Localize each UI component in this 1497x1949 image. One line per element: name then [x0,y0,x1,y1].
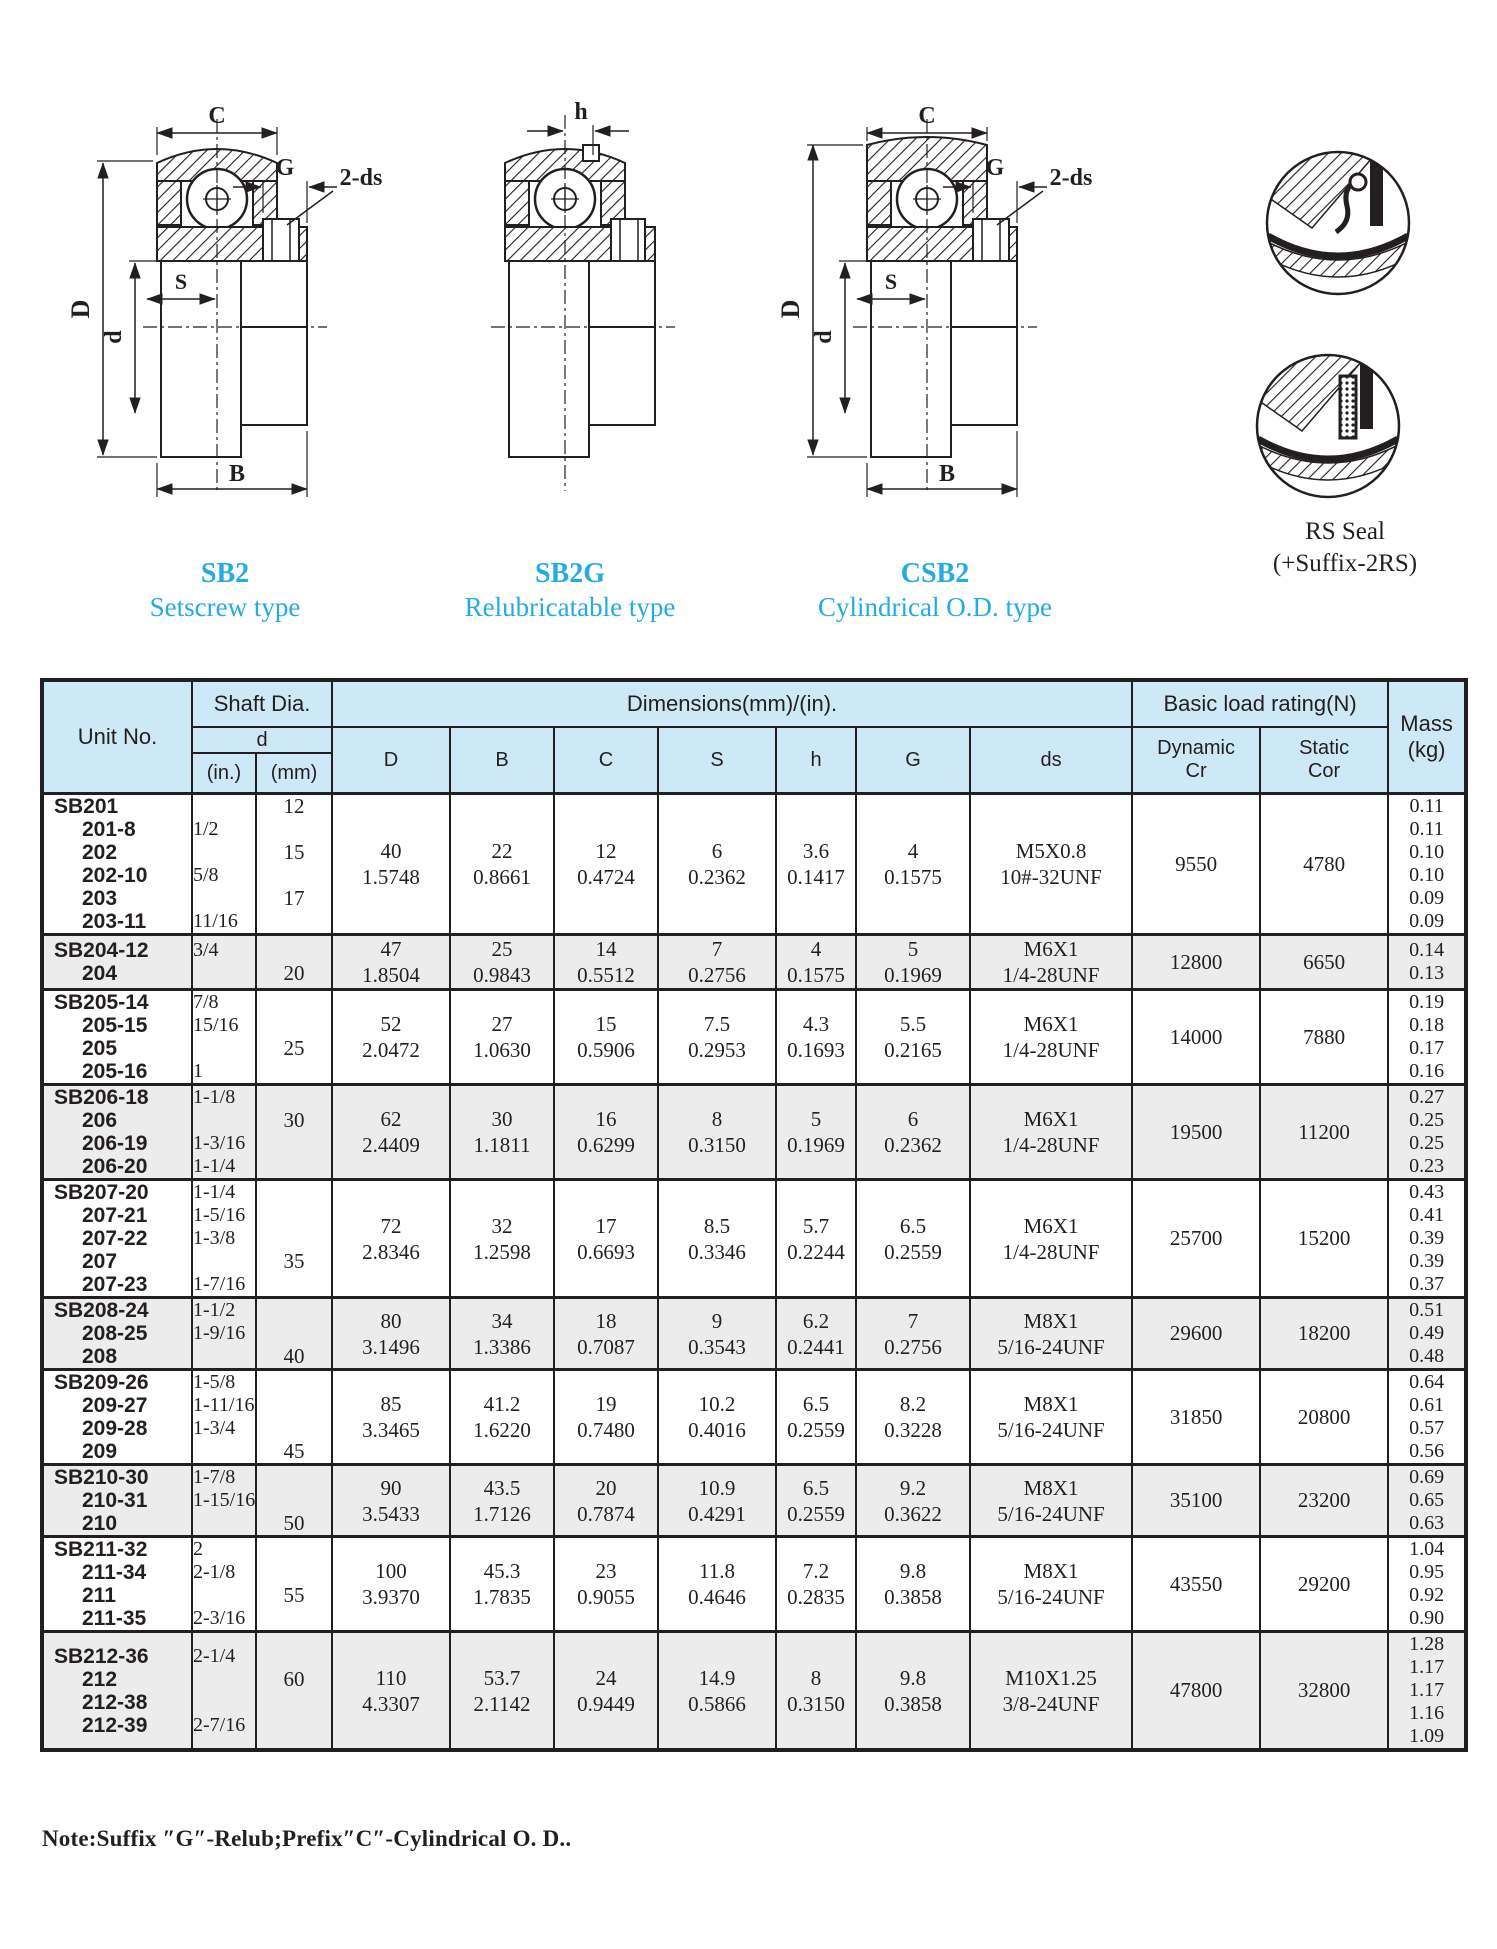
dim-S-cell: 6 0.2362 [658,794,776,935]
mass-cell: 1.28 1.17 1.17 1.16 1.09 [1388,1632,1466,1751]
header-static-cor [1260,727,1388,794]
mass-cell: 0.14 0.13 [1388,935,1466,990]
dim-S-cell: 11.8 0.4646 [658,1537,776,1632]
dim-D-cell: 47 1.8504 [332,935,450,990]
dim-label-d: d [101,330,127,344]
dim-C-cell: 15 0.5906 [554,990,658,1085]
shaft-dia-mm-cell: 35 [256,1180,332,1298]
shaft-dia-inch-cell: 2-1/4 2-7/16 [192,1632,256,1751]
footnote: Note:Suffix ″G″-Relub;Prefix″C″-Cylindrical O. D.. [42,1826,572,1851]
dim-B-cell: 41.2 1.6220 [450,1370,554,1465]
dim-S-cell: 10.2 0.4016 [658,1370,776,1465]
dim-label-G: G [275,155,295,181]
mass-cell: 0.64 0.61 0.57 0.56 [1388,1370,1466,1465]
dim-label-2ds: 2-ds [339,165,383,191]
dynamic-cr-cell: 9550 [1132,794,1260,935]
rs-seal-line2: (+Suffix-2RS) [1272,550,1418,577]
dim-ds-cell: M8X1 5/16-24UNF [970,1298,1132,1370]
dim-C-cell: 19 0.7480 [554,1370,658,1465]
dim-D-cell: 100 3.9370 [332,1537,450,1632]
header-mass [1388,680,1466,794]
shaft-dia-mm-cell: 12 15 17 [256,794,332,935]
shaft-dia-mm-cell: 60 [256,1632,332,1751]
dynamic-cr-cell: 29600 [1132,1298,1260,1370]
header-col-S: S [658,727,776,794]
dim-h-cell: 3.6 0.1417 [776,794,856,935]
dim-C-cell: 12 0.4724 [554,794,658,935]
static-cor-cell: 15200 [1260,1180,1388,1298]
dim-D-cell: 62 2.4409 [332,1085,450,1180]
spec-row-group [42,990,1466,1085]
dim-ds-cell: M6X1 1/4-28UNF [970,935,1132,990]
unit-no-cell: SB209-26 209-27 209-28 209 [42,1370,192,1465]
spec-row-group [42,1298,1466,1370]
dim-h-cell: 6.5 0.2559 [776,1370,856,1465]
dim-label-G: G [985,155,1005,181]
dim-G-cell: 5.5 0.2165 [856,990,970,1085]
dim-S-cell: 8.5 0.3346 [658,1180,776,1298]
header-dynamic-line1: Dynamic [1157,737,1235,759]
header-col-B: B [450,727,554,794]
shaft-dia-mm-cell: 40 [256,1298,332,1370]
dim-G-cell: 9.8 0.3858 [856,1632,970,1751]
spec-row-group [42,935,1466,990]
dim-C-cell: 14 0.5512 [554,935,658,990]
static-cor-cell: 7880 [1260,990,1388,1085]
static-cor-cell: 18200 [1260,1298,1388,1370]
header-mass-line1: Mass [1400,711,1453,736]
rs-seal-label [1205,516,1485,580]
unit-no-cell: SB210-30 210-31 210 [42,1465,192,1537]
dim-h-cell: 6.2 0.2441 [776,1298,856,1370]
dim-label-D: D [66,299,95,319]
unit-no-cell: SB205-14 205-15 205 205-16 [42,990,192,1085]
series-type: Setscrew type [149,592,301,622]
dim-h-cell: 6.5 0.2559 [776,1465,856,1537]
mass-cell: 0.43 0.41 0.39 0.39 0.37 [1388,1180,1466,1298]
dynamic-cr-cell: 14000 [1132,990,1260,1085]
drawing-sb2g [415,85,725,515]
dim-label-2ds: 2-ds [1049,165,1093,191]
mass-cell: 0.19 0.18 0.17 0.16 [1388,990,1466,1085]
shaft-dia-inch-cell: 1/2 5/8 11/16 [192,794,256,935]
dim-G-cell: 4 0.1575 [856,794,970,935]
header-col-ds: ds [970,727,1132,794]
technical-drawings [0,0,1497,660]
header-mass-line2: (kg) [1407,737,1446,762]
dim-G-cell: 6.5 0.2559 [856,1180,970,1298]
dim-S-cell: 8 0.3150 [658,1085,776,1180]
unit-no-cell: SB208-24 208-25 208 [42,1298,192,1370]
dim-label-C: C [208,103,226,129]
dim-ds-cell: M8X1 5/16-24UNF [970,1537,1132,1632]
shaft-dia-mm-cell: 20 [256,935,332,990]
dim-B-cell: 34 1.3386 [450,1298,554,1370]
dim-D-cell: 40 1.5748 [332,794,450,935]
mass-cell: 1.04 0.95 0.92 0.90 [1388,1537,1466,1632]
header-basic-load: Basic load rating(N) [1132,680,1388,727]
shaft-dia-inch-cell: 1-1/2 1-9/16 [192,1298,256,1370]
shaft-dia-inch-cell: 1-1/4 1-5/16 1-3/8 1-7/16 [192,1180,256,1298]
rs-seal-line1: RS Seal [1305,518,1385,545]
dim-h-cell: 4.3 0.1693 [776,990,856,1085]
shaft-dia-inch-cell: 1-7/8 1-15/16 [192,1465,256,1537]
label-csb2 [765,558,1105,624]
dim-S-cell: 14.9 0.5866 [658,1632,776,1751]
header-mm: (mm) [256,753,332,794]
dim-D-cell: 110 4.3307 [332,1632,450,1751]
dim-ds-cell: M5X0.8 10#-32UNF [970,794,1132,935]
unit-no-cell: SB212-36 212 212-38 212-39 [42,1632,192,1751]
static-cor-cell: 11200 [1260,1085,1388,1180]
dim-G-cell: 9.2 0.3622 [856,1465,970,1537]
header-col-G: G [856,727,970,794]
dynamic-cr-cell: 35100 [1132,1465,1260,1537]
header-static-line1: Static [1299,737,1350,759]
dim-C-cell: 24 0.9449 [554,1632,658,1751]
shaft-dia-mm-cell: 55 [256,1537,332,1632]
dim-C-cell: 16 0.6299 [554,1085,658,1180]
header-unit-no: Unit No. [42,680,192,794]
dim-label-S: S [174,269,188,294]
shaft-dia-mm-cell: 30 [256,1085,332,1180]
dynamic-cr-cell: 43550 [1132,1537,1260,1632]
dim-G-cell: 7 0.2756 [856,1298,970,1370]
dim-C-cell: 18 0.7087 [554,1298,658,1370]
spec-row-group [42,1180,1466,1298]
header-dimensions: Dimensions(mm)/(in). [332,680,1132,727]
shaft-dia-inch-cell: 2 2-1/8 2-3/16 [192,1537,256,1632]
static-cor-cell: 20800 [1260,1370,1388,1465]
dim-D-cell: 52 2.0472 [332,990,450,1085]
shaft-dia-mm-cell: 25 [256,990,332,1085]
label-sb2g [415,558,725,624]
dynamic-cr-cell: 47800 [1132,1632,1260,1751]
dim-label-C: C [918,103,936,129]
dim-label-B: B [228,461,246,487]
shaft-dia-inch-cell: 7/8 15/16 1 [192,990,256,1085]
dim-G-cell: 8.2 0.3228 [856,1370,970,1465]
shaft-dia-inch-cell: 1-5/8 1-11/16 1-3/4 [192,1370,256,1465]
static-cor-cell: 4780 [1260,794,1388,935]
bearing-spec-table [40,678,1468,1752]
dim-G-cell: 9.8 0.3858 [856,1537,970,1632]
dim-C-cell: 23 0.9055 [554,1537,658,1632]
dim-label-S: S [884,269,898,294]
dim-h-cell: 8 0.3150 [776,1632,856,1751]
spec-row-group [42,1370,1466,1465]
unit-no-cell: SB206-18 206 206-19 206-20 [42,1085,192,1180]
dim-B-cell: 25 0.9843 [450,935,554,990]
shaft-dia-inch-cell: 3/4 [192,935,256,990]
spec-row-group [42,794,1466,935]
dim-S-cell: 7 0.2756 [658,935,776,990]
unit-no-cell: SB207-20 207-21 207-22 207 207-23 [42,1180,192,1298]
dim-B-cell: 27 1.0630 [450,990,554,1085]
spec-row-group [42,1537,1466,1632]
dim-ds-cell: M6X1 1/4-28UNF [970,990,1132,1085]
drawing-sb2 [55,85,395,515]
dynamic-cr-cell: 31850 [1132,1370,1260,1465]
dim-D-cell: 72 2.8346 [332,1180,450,1298]
dim-B-cell: 43.5 1.7126 [450,1465,554,1537]
shaft-dia-inch-cell: 1-1/8 1-3/16 1-1/4 [192,1085,256,1180]
dim-D-cell: 85 3.3465 [332,1370,450,1465]
dim-ds-cell: M8X1 5/16-24UNF [970,1370,1132,1465]
static-cor-cell: 32800 [1260,1632,1388,1751]
static-cor-cell: 6650 [1260,935,1388,990]
spec-row-group [42,1632,1466,1751]
table-header [42,680,1466,794]
dim-B-cell: 22 0.8661 [450,794,554,935]
dim-C-cell: 20 0.7874 [554,1465,658,1537]
header-col-D: D [332,727,450,794]
header-dynamic-line2: Cr [1185,760,1207,782]
unit-no-cell: SB211-32 211-34 211 211-35 [42,1537,192,1632]
dim-B-cell: 30 1.1811 [450,1085,554,1180]
dynamic-cr-cell: 25700 [1132,1180,1260,1298]
dynamic-cr-cell: 12800 [1132,935,1260,990]
dim-label-d: d [811,330,837,344]
dim-B-cell: 32 1.2598 [450,1180,554,1298]
series-code: SB2 [200,558,250,589]
seal-detail-views [1200,128,1490,518]
series-type: Cylindrical O.D. type [818,592,1052,622]
header-shaft-dia: Shaft Dia. [192,680,332,727]
dim-S-cell: 10.9 0.4291 [658,1465,776,1537]
shaft-dia-mm-cell: 45 [256,1370,332,1465]
dim-G-cell: 6 0.2362 [856,1085,970,1180]
dim-label-h: h [574,99,588,125]
dim-C-cell: 17 0.6693 [554,1180,658,1298]
series-type: Relubricatable type [464,592,676,622]
dim-h-cell: 4 0.1575 [776,935,856,990]
header-d: d [192,727,332,753]
dim-B-cell: 45.3 1.7835 [450,1537,554,1632]
spec-row-group [42,1465,1466,1537]
shaft-dia-mm-cell: 50 [256,1465,332,1537]
label-sb2 [55,558,395,624]
mass-cell: 0.51 0.49 0.48 [1388,1298,1466,1370]
dim-h-cell: 7.2 0.2835 [776,1537,856,1632]
table-body [42,794,1466,1751]
header-inches: (in.) [192,753,256,794]
dim-S-cell: 7.5 0.2953 [658,990,776,1085]
header-col-C: C [554,727,658,794]
header-col-h: h [776,727,856,794]
dim-B-cell: 53.7 2.1142 [450,1632,554,1751]
series-code: CSB2 [900,558,970,589]
unit-no-cell: SB204-12 204 [42,935,192,990]
header-static-line2: Cor [1307,760,1341,782]
static-cor-cell: 29200 [1260,1537,1388,1632]
series-code: SB2G [534,558,606,589]
dim-h-cell: 5 0.1969 [776,1085,856,1180]
dim-ds-cell: M8X1 5/16-24UNF [970,1465,1132,1537]
dim-D-cell: 80 3.1496 [332,1298,450,1370]
dim-ds-cell: M6X1 1/4-28UNF [970,1180,1132,1298]
dim-S-cell: 9 0.3543 [658,1298,776,1370]
spec-row-group [42,1085,1466,1180]
dim-label-D: D [776,299,805,319]
dim-h-cell: 5.7 0.2244 [776,1180,856,1298]
header-dynamic-cr [1132,727,1260,794]
mass-cell: 0.11 0.11 0.10 0.10 0.09 0.09 [1388,794,1466,935]
dim-G-cell: 5 0.1969 [856,935,970,990]
dim-ds-cell: M10X1.25 3/8-24UNF [970,1632,1132,1751]
mass-cell: 0.27 0.25 0.25 0.23 [1388,1085,1466,1180]
dim-ds-cell: M6X1 1/4-28UNF [970,1085,1132,1180]
static-cor-cell: 23200 [1260,1465,1388,1537]
dim-label-B: B [938,461,956,487]
dim-D-cell: 90 3.5433 [332,1465,450,1537]
mass-cell: 0.69 0.65 0.63 [1388,1465,1466,1537]
dynamic-cr-cell: 19500 [1132,1085,1260,1180]
unit-no-cell: SB201 201-8 202 202-10 203 203-11 [42,794,192,935]
drawing-csb2 [765,85,1105,515]
